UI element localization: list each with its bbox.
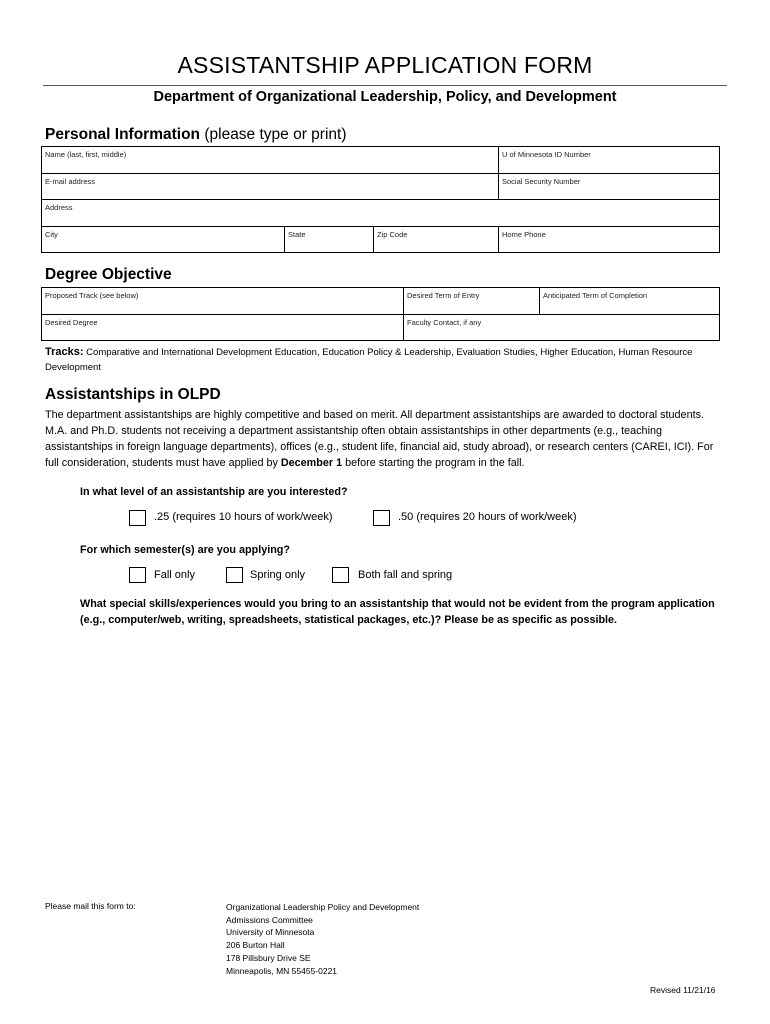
semester-question: For which semester(s) are you applying?: [80, 544, 290, 556]
faculty-contact-field[interactable]: Faculty Contact, if any: [404, 314, 720, 341]
assistantships-heading: Assistantships in OLPD: [45, 386, 221, 403]
spring-only-checkbox[interactable]: [226, 567, 243, 583]
address-field[interactable]: Address: [42, 200, 720, 227]
deadline-date: December 1: [280, 457, 343, 469]
degree-objective-heading: Degree Objective: [45, 266, 172, 283]
term-entry-field[interactable]: Desired Term of Entry: [404, 288, 540, 315]
personal-info-note: (please type or print): [204, 126, 347, 143]
revision-date: Revised 11/21/16: [650, 985, 716, 995]
address-line: 178 Pillsbury Drive SE: [226, 952, 311, 963]
both-semesters-checkbox[interactable]: [332, 567, 349, 583]
city-field[interactable]: City: [42, 226, 285, 253]
address-line: 206 Burton Hall: [226, 940, 285, 951]
personal-info-heading: [45, 126, 347, 144]
desired-degree-field[interactable]: Desired Degree: [42, 314, 404, 341]
level-question: In what level of an assistantship are you interested?: [80, 486, 348, 498]
email-field[interactable]: E-mail address: [42, 173, 499, 200]
name-field[interactable]: Name (last, first, middle): [42, 147, 499, 174]
form-title: ASSISTANTSHIP APPLICATION FORM: [177, 52, 593, 78]
paragraph-text: The department assistantships are highly competitive and based on merit. All department assistantships are awarded to doctoral students. M.A. and Ph.D. students not receiving a department assistantship often obtain assistantships in other departments (e.g., teaching assistantships in foreign language departments), offices (e.g., student life, financial aid, study abroad), or research centers (CAREI, ICI). For full consideration, students must have applied by: [45, 409, 714, 469]
tracks-note: [45, 345, 725, 375]
personal-info-table: [41, 146, 720, 253]
spring-only-label: Spring only: [250, 569, 306, 581]
address-line: Minneapolis, MN 55455-0221: [226, 965, 338, 976]
address-line: Admissions Committee: [226, 914, 313, 925]
zip-field[interactable]: Zip Code: [374, 226, 499, 253]
level-025-checkbox[interactable]: [129, 510, 146, 526]
state-field[interactable]: State: [285, 226, 374, 253]
both-semesters-label: Both fall and spring: [358, 569, 453, 581]
address-line: Organizational Leadership Policy and Development: [226, 902, 420, 912]
term-completion-field[interactable]: Anticipated Term of Completion: [540, 288, 720, 315]
fall-only-label: Fall only: [154, 569, 195, 581]
skills-question: What special skills/experiences would you bring to an assistantship that would not be evident from the program application (e.g., computer/web, writing, spreadsheets, statistical packages, etc.)? Please be as specific as possible.: [80, 598, 715, 626]
home-phone-field[interactable]: Home Phone: [499, 226, 720, 253]
tracks-text: Comparative and International Development Education, Education Policy & Leadership, Evaluation Studies, Higher Education, Human Resource Development: [45, 347, 693, 373]
ssn-field[interactable]: Social Security Number: [499, 173, 720, 200]
title-divider: [43, 85, 727, 86]
level-050-checkbox[interactable]: [373, 510, 390, 526]
mail-instruction: Please mail this form to:: [45, 901, 136, 911]
mailing-address: [226, 901, 419, 977]
tracks-label: Tracks:: [45, 346, 84, 358]
address-line: University of Minnesota: [226, 927, 315, 938]
paragraph-text-end: before starting the program in the fall.: [342, 457, 525, 469]
id-number-field[interactable]: U of Minnesota ID Number: [499, 147, 720, 174]
level-025-label: .25 (requires 10 hours of work/week): [154, 511, 333, 523]
assistantships-paragraph: [45, 407, 725, 471]
department-subtitle: Department of Organizational Leadership, Policy, and Development: [153, 89, 617, 105]
degree-objective-table: [41, 287, 720, 341]
fall-only-checkbox[interactable]: [129, 567, 146, 583]
proposed-track-field[interactable]: Proposed Track (see below): [42, 288, 404, 315]
level-050-label: .50 (requires 20 hours of work/week): [398, 511, 577, 523]
personal-info-title: Personal Information: [45, 126, 201, 143]
